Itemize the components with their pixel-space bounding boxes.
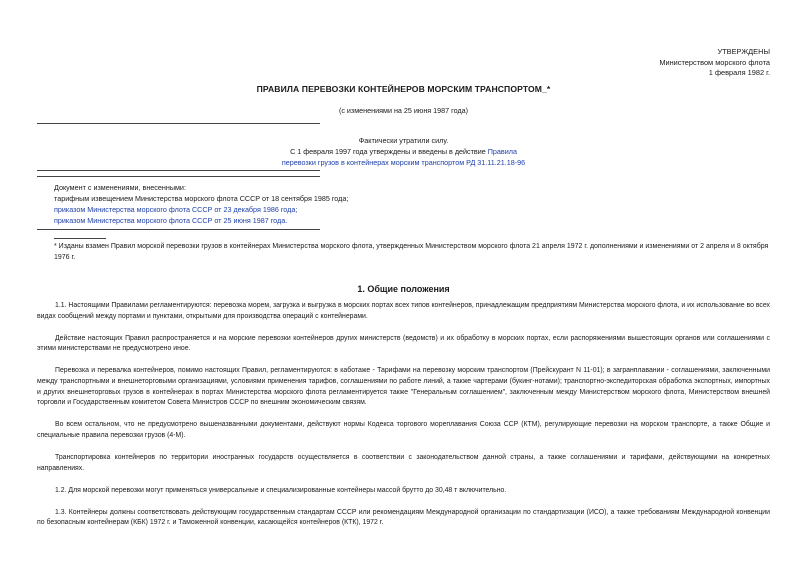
divider — [37, 123, 320, 124]
changes-item-1: тарифным извещением Министерства морского флота СССР от 18 сентября 1985 года; — [54, 194, 349, 203]
lost-force-line-1: Фактически утратили силу. — [358, 136, 449, 145]
document-body — [37, 301, 770, 540]
changes-block — [54, 182, 348, 226]
footnote-divider — [54, 238, 106, 239]
document-subtitle: (с изменениями на 25 июня 1987 года) — [338, 106, 469, 115]
paragraph: Перевозка и перевалка контейнеров, помимо настоящих Правил, регламентируются: в каботаже - Тарифами на перевозку морским транспортом (Прейскурант N 11-01); в загранплавании - соглашениями, заключенными между транспортными и внешнеторговыми организациями, условиями применения тарифов, соглашениями по работе линий, а также чартерами (букинг-нотами); транспортно-экспедиторская обработка экспортных, импортных и других внешнеторговых грузов в контейнерах в портах Министерства морского флота регламентируется также "Генеральным соглашением", заключенным между Министерством морского флота, Министерством внешней торговли и Государственным комитетом Совета Министров СССР по внешним экономическим связям. — [37, 367, 770, 407]
divider — [37, 229, 320, 230]
paragraph: 1.2. Для морской перевозки могут применяться универсальные и специализированные контейнеры массой брутто до 30,48 т включительно. — [55, 486, 507, 494]
rules-link[interactable]: Правила — [487, 147, 517, 156]
changes-item-3-link[interactable]: приказом Министерства морского флота СССР от 25 июня 1987 года. — [54, 216, 288, 225]
paragraph: Действие настоящих Правил распространяется и на морские перевозки контейнеров других министерств (ведомств) и их обработку в морских портах, если распоряжениями вышестоящих органов или соглашениями с этими министерствами не предусмотрено иное. — [37, 334, 770, 353]
section-heading: 1. Общие положения — [357, 284, 450, 294]
lost-force-line-2 — [0, 146, 807, 157]
lost-force-text: С 1 февраля 1997 года утверждены и введены в действие — [290, 147, 488, 156]
approval-block — [659, 47, 770, 79]
footnote: * Изданы взамен Правил морской перевозки грузов в контейнерах Министерства морского флота, утвержденных Министерством морского флота 21 апреля 1972 г. дополнениями и изменениями от 2 апреля и 8 октября 1976 г. — [54, 243, 769, 261]
divider — [37, 170, 320, 171]
approval-line-3: 1 февраля 1982 г. — [708, 68, 770, 77]
approval-line-1: УТВЕРЖДЕНЫ — [717, 47, 770, 56]
lost-force-notice — [0, 135, 807, 168]
paragraph: Транспортировка контейнеров по территории иностранных государств осуществляется в соответствии с законодательством данной страны, а также соглашениями и тарифами, действующими на конкретных направлениях. — [37, 453, 770, 472]
rules-link-continued[interactable]: перевозки грузов в контейнерах морским транспортом РД 31.11.21.18-96 — [281, 158, 526, 167]
paragraph: 1.1. Настоящими Правилами регламентируются: перевозка морем, загрузка и выгрузка в морских портах всех типов контейнеров, принадлежащим предприятиям Министерства морского флота, и их использование во всех видах сообщений между портами и пунктами, открытыми для производства операций с контейнерами. — [37, 302, 770, 320]
approval-line-2: Министерством морского флота — [659, 57, 770, 67]
document-title: ПРАВИЛА ПЕРЕВОЗКИ КОНТЕЙНЕРОВ МОРСКИМ ТРАНСПОРТОМ_* — [256, 84, 551, 94]
paragraph: Во всем остальном, что не предусмотрено вышеназванными документами, действуют нормы Кодекса торгового мореплавания Союза ССР (КТМ), регулирующие перевозки на морском транспорте, а также Общие и специальные правила перевозки грузов (4-М). — [37, 421, 770, 439]
changes-item-2-link[interactable]: приказом Министерства морского флота СССР от 23 декабря 1986 года; — [54, 205, 298, 214]
paragraph: 1.3. Контейнеры должны соответствовать действующим государственным стандартам СССР или рекомендациям Международной организации по стандартизации (ИСО), а также требованиям Международной конвенции по безопасным контейнерам (КБК) 1972 г. и Таможенной конвенции, касающейся контейнеров (КТК), 1972 г. — [37, 508, 770, 527]
changes-header: Документ с изменениями, внесенными: — [54, 183, 186, 192]
divider — [37, 176, 320, 177]
